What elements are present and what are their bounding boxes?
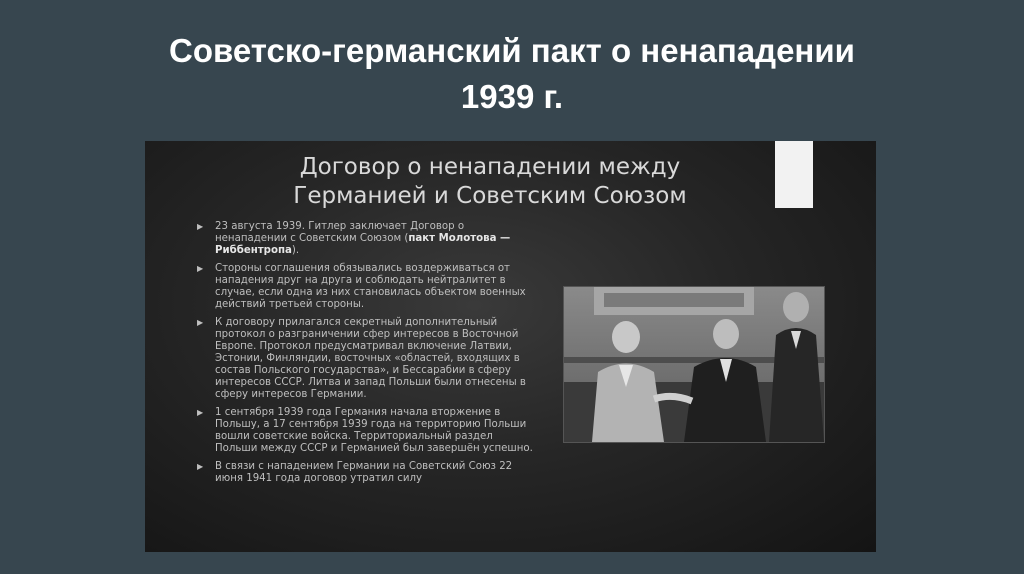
triangle-bullet-icon: ▶ — [197, 264, 204, 273]
bullet-item — [197, 461, 537, 485]
embedded-title-line1: Договор о ненападении между — [299, 154, 681, 180]
triangle-bullet-icon: ▶ — [197, 462, 204, 471]
triangle-bullet-icon: ▶ — [197, 408, 204, 417]
triangle-bullet-icon: ▶ — [197, 222, 204, 231]
bullet-item — [197, 263, 537, 311]
bullet-item — [197, 407, 537, 455]
bullet-text: К договору прилагался секретный дополнительный протокол о разграничении сфер интересов в Восточной Европе. Протокол предусматривал включение Латвии, Эстонии, Финляндии, восточных «областей, входящих в состав Польского государства», и Бессарабии в сферу интересов СССР. Литва и запад Польши были отнесены в сферу интересов Германии. — [215, 317, 526, 400]
bullet-text: Стороны соглашения обязывались воздерживаться от нападения друг на друга и соблюдать нейтралитет в случае, если одна из них становилась объектом военных действий третьей стороны. — [215, 263, 526, 310]
bullet-item — [197, 221, 537, 257]
embedded-title-line2: Германией и Советским Союзом — [293, 183, 687, 209]
triangle-bullet-icon: ▶ — [197, 318, 204, 327]
historical-photo — [563, 286, 825, 443]
bullet-text: 23 августа 1939. Гитлер заключает Договор о ненападении с Советским Союзом ( — [215, 221, 465, 244]
slide-title-line2: 1939 г. — [460, 78, 564, 115]
bullet-text: В связи с нападением Германии на Советский Союз 22 июня 1941 года договор утратил силу — [215, 461, 513, 484]
bullet-list — [197, 221, 537, 491]
embedded-slide-image — [145, 141, 876, 552]
slide-title — [0, 28, 1024, 120]
bullet-tail-text: ). — [291, 245, 300, 256]
slide-title-line1: Советско-германский пакт о ненападении — [169, 32, 855, 69]
bullet-bold-text: пакт Молотова — Риббентропа — [215, 233, 511, 256]
embedded-slide-title — [230, 153, 750, 211]
bullet-item — [197, 317, 537, 401]
bullet-text: 1 сентября 1939 года Германия начала вторжение в Польшу, а 17 сентября 1939 года на территорию Польши вошли советские войска. Территориальный раздел Польши между СССР и Германией был завершён успешно. — [215, 407, 533, 454]
decorative-corner-block — [775, 141, 813, 208]
